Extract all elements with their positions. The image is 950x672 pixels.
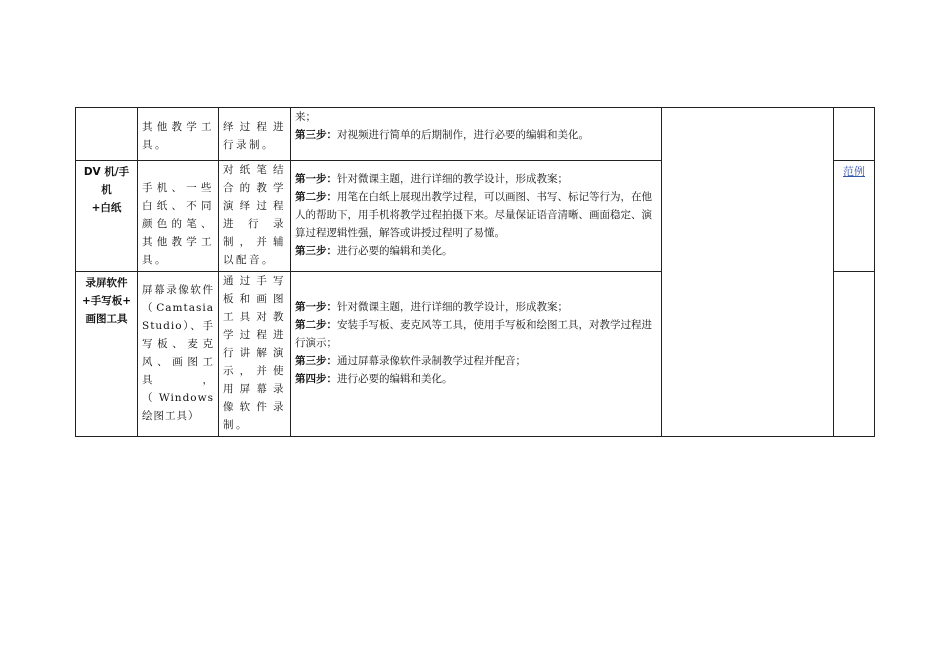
steps-cell [291, 108, 662, 161]
materials-cell: 其他教学工具。 [138, 108, 219, 161]
method-cell: 通过手写板和画图工具对教学过程进行讲解演示，并使用屏幕录像软件录制。 [219, 272, 291, 437]
notes-cell [662, 108, 834, 437]
materials-cell: 屏幕录像软件（Camtasia Studio）、手写板、麦克风、画图工具，（Windows 绘图工具） [138, 272, 219, 437]
tool-name-cell: 录屏软件 +手写板+ 画图工具 [76, 272, 138, 437]
tool-name-cell: DV 机/手 机 +白纸 [76, 161, 138, 272]
step-line: 第三步：对视频进行简单的后期制作，进行必要的编辑和美化。 [295, 129, 589, 141]
step-line: 第一步：针对微课主题，进行详细的教学设计，形成教案； [295, 301, 568, 313]
example-cell-empty [834, 108, 875, 161]
table-row [76, 108, 875, 161]
steps-cell [291, 161, 662, 272]
steps-cell [291, 272, 662, 437]
step-line: 第四步：进行必要的编辑和美化。 [295, 373, 453, 385]
tool-cell-empty [76, 108, 138, 161]
step-line: 第一步：针对微课主题，进行详细的教学设计，形成教案； [295, 173, 568, 185]
step-line: 来； [295, 111, 316, 123]
example-link[interactable]: 范例 [843, 165, 865, 178]
example-cell-empty [834, 272, 875, 437]
method-table [75, 107, 875, 437]
step-line: 第三步：通过屏幕录像软件录制教学过程并配音； [295, 355, 526, 367]
method-cell: 对纸笔结合的教学演绎过程进行录制，并辅以配音。 [219, 161, 291, 272]
step-line: 第三步：进行必要的编辑和美化。 [295, 245, 453, 257]
materials-cell: 手机、一些白纸、不同颜色的笔、其他教学工具。 [138, 161, 219, 272]
step-line: 第二步：安装手写板、麦克风等工具，使用手写板和绘图工具，对教学过程进行演示； [295, 319, 652, 349]
step-line: 第二步：用笔在白纸上展现出教学过程，可以画图、书写、标记等行为，在他人的帮助下，用手机将教学过程拍摄下来。尽量保证语音清晰、画面稳定、演算过程逻辑性强，解答或讲授过程明了易懂。 [295, 191, 652, 239]
example-cell [834, 161, 875, 272]
method-cell: 绎过程进行录制。 [219, 108, 291, 161]
